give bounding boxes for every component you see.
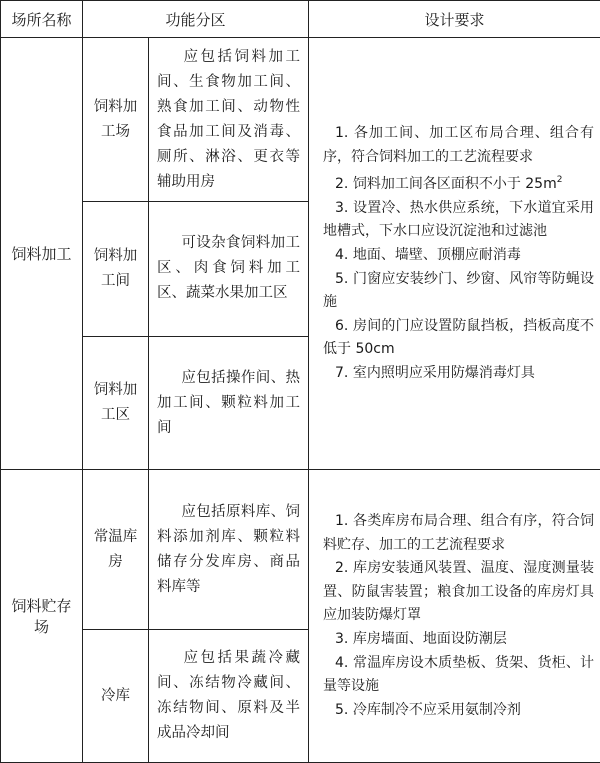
zone-name: 饲料加工间 [83, 202, 149, 337]
requirements-cell [309, 470, 600, 763]
requirement-item: 7. 室内照明应采用防爆消毒灯具 [335, 364, 535, 381]
function-text: 应包括饲料加工间、生食物加工间、熟食加工间、动物性食品加工间及消毒、厕所、淋浴、更衣等辅助用房 [149, 38, 309, 202]
requirement-item: 5. 冷库制冷不应采用氨制冷剂 [335, 701, 521, 718]
requirement-item: 6. 房间的门应设置防鼠挡板，挡板高度不低于 50cm [323, 317, 595, 358]
function-text: 应包括果蔬冷藏间、冻结物冷藏间、冻结物间、原料及半成品冷却间 [149, 630, 309, 763]
requirement-item: 2. 库房安装通风装置、温度、湿度测量装置、防鼠害装置；粮食加工设备的库房灯具应加装防爆灯罩 [323, 560, 595, 624]
zone-name: 饲料加工区 [83, 336, 149, 470]
requirement-item: 3. 设置冷、热水供应系统，下水道宜采用地槽式，下水口应设沉淀池和过滤池 [323, 199, 595, 240]
header-place: 场所名称 [1, 1, 83, 38]
zone-name: 常温库房 [83, 470, 149, 630]
requirement-item: 5. 门窗应安装纱门、纱窗、风帘等防蝇设施 [323, 270, 595, 311]
place-name: 饲料贮存场 [1, 470, 83, 763]
requirement-item: 4. 常温库房设木质垫板、货架、货柜、计量等设施 [323, 654, 595, 695]
requirement-item: 1. 各类库房布局合理、组合有序，符合饲料贮存、加工的工艺流程要求 [323, 513, 595, 553]
function-text: 应包括原料库、饲料添加剂库、颗粒料储存分发库房、商品料库等 [149, 470, 309, 630]
function-text: 应包括操作间、热加工间、颗粒料加工间 [149, 336, 309, 470]
zone-name: 饲料加工场 [83, 38, 149, 202]
zone-name: 冷库 [83, 630, 149, 763]
requirement-item: 4. 地面、墙壁、顶棚应耐消毒 [335, 246, 521, 263]
requirement-item: 1. 各加工间、加工区布局合理、组合有序，符合饲料加工的工艺流程要求 [323, 124, 595, 165]
place-name: 饲料加工 [1, 38, 83, 470]
table-header-row [1, 1, 600, 38]
header-zone: 功能分区 [83, 1, 309, 38]
requirement-item: 3. 库房墙面、地面设防潮层 [335, 631, 507, 648]
table-row [1, 470, 600, 630]
requirement-item: 2. 饲料加工间各区面积不小于 $25m^2$ [335, 175, 563, 193]
function-text: 可设杂食饲料加工区、肉食饲料加工区、蔬菜水果加工区 [149, 202, 309, 337]
header-requirements: 设计要求 [309, 1, 600, 38]
requirements-cell [309, 38, 600, 470]
table-row [1, 38, 600, 202]
